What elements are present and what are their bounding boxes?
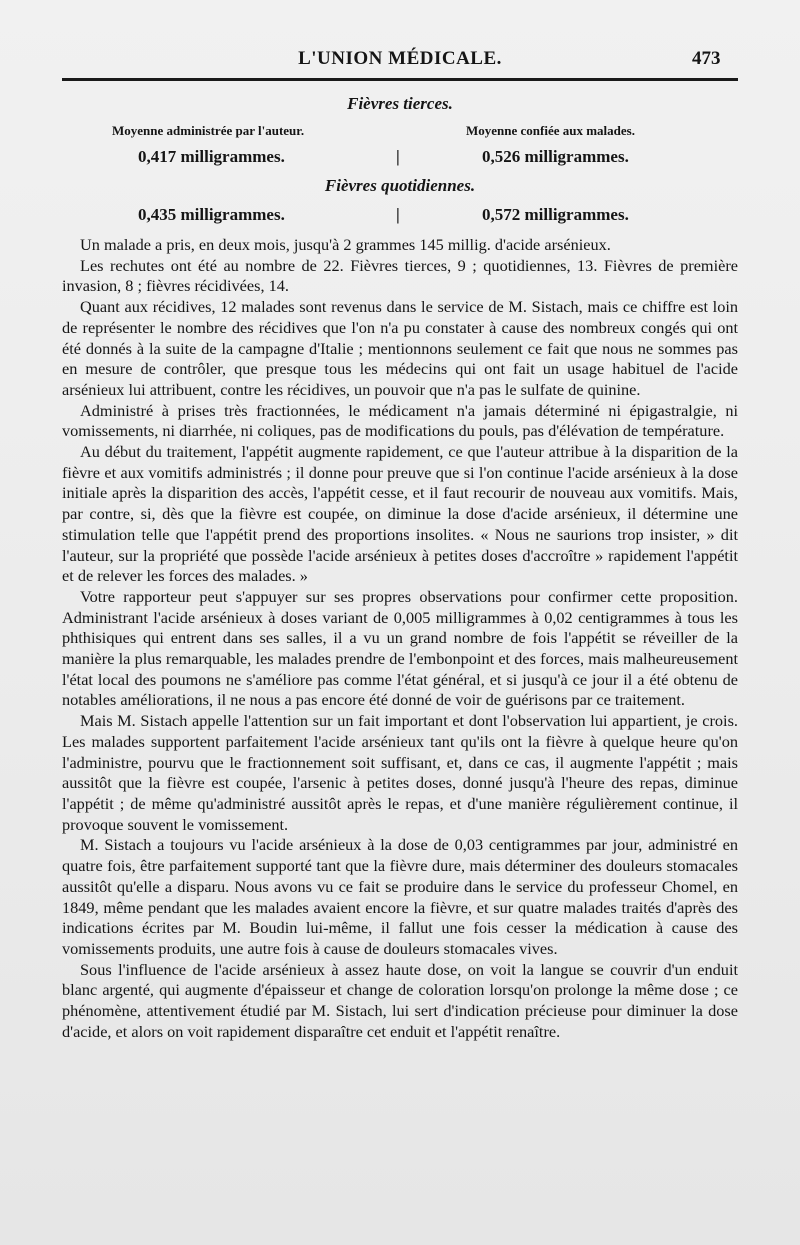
column-separator: | bbox=[396, 147, 400, 166]
dose-tierces-left: 0,417 milligrammes. bbox=[138, 147, 285, 166]
dose-tierces-right: 0,526 milligrammes. bbox=[482, 147, 629, 166]
paragraph: Au début du traitement, l'appétit augmente rapidement, ce que l'auteur attribue à la disparition de la fièvre et aux vomitifs administrés ; il donne pour preuve que si l'on continue l'acide arsénieux à la dose initiale après la disparition des accès, l'appétit cesse, et il faut recourir de nouveau aux vomitifs. Mais, par contre, si, dès que la fièvre est coupée, on diminue la dose d'acide arsénieux, il détermine une stimulation telle que l'appétit prend des proportions insolites. « Nous ne saurions trop insister, » dit l'auteur, sur la propriété que possède l'acide arsénieux à petites doses d'accroître » rapidement l'appétit et de relever les forces des malades. » bbox=[62, 442, 738, 586]
dose-quotidiennes-left: 0,435 milligrammes. bbox=[138, 205, 285, 224]
section-title-quotidiennes: Fièvres quotidiennes. bbox=[324, 176, 476, 195]
column-label-right: Moyenne confiée aux malades. bbox=[466, 123, 635, 138]
paragraph: Sous l'influence de l'acide arsénieux à assez haute dose, on voit la langue se couvrir d'un enduit blanc argenté, qui augmente d'épaisseur et change de coloration lorsqu'on prolonge la même dose ; ce phénomène, attentivement étudié par M. Sistach, lui sert d'indication précieuse pour diminuer la dose d'acide, et alors on voit rapidement disparaître cet enduit et l'appétit renaître. bbox=[62, 959, 738, 1041]
page-header bbox=[0, 44, 800, 74]
page-number: 473 bbox=[692, 48, 721, 69]
column-separator: | bbox=[396, 205, 400, 224]
column-label-left: Moyenne administrée par l'auteur. bbox=[112, 123, 305, 138]
header-rule bbox=[62, 78, 738, 81]
paragraph: Un malade a pris, en deux mois, jusqu'à 2 grammes 145 millig. d'acide arsénieux. bbox=[80, 235, 611, 254]
body-text bbox=[62, 235, 738, 1042]
running-title: L'UNION MÉDICALE. bbox=[298, 48, 502, 69]
section-title-tierces: Fièvres tierces. bbox=[347, 94, 453, 113]
paragraph: Mais M. Sistach appelle l'attention sur un fait important et dont l'observation lui appartient, je crois. Les malades supportent parfaitement l'acide arsénieux tant qu'ils ont la fièvre à quelque heure qu'on l'administre, pourvu que le fractionnement soit suffisant, et, dans ce cas, il augmente l'appétit ; mais aussitôt que la fièvre est coupée, l'arsenic à petites doses, donné jusqu'à l'heure des repas, diminue l'appétit ; de même qu'administré aussitôt après le repas, et d'une manière régulièrement continue, il provoque souvent le vomissement. bbox=[62, 711, 738, 834]
paragraph: Votre rapporteur peut s'appuyer sur ses propres observations pour confirmer cette proposition. Administrant l'acide arsénieux à doses variant de 0,005 milligrammes à 0,02 centigrammes à tous les phthisiques qui entrent dans ses salles, il a vu un grand nombre de fois l'appétit se réveiller de la manière la plus remarquable, les malades prendre de l'embonpoint et des forces, mais malheureusement l'état local des poumons ne s'améliore pas comme l'état général, et si jusqu'à ce jour il a été obtenu de notables améliorations, il ne nous a pas encore été donné de voir de guérisons par ce traitement. bbox=[62, 586, 738, 710]
paragraph: M. Sistach a toujours vu l'acide arsénieux à la dose de 0,03 centigrammes par jour, administré en quatre fois, être parfaitement supporté tant que la fièvre dure, mais déterminer des douleurs stomacales aussitôt qu'elle a disparu. Nous avons vu ce fait se produire dans le service du professeur Chomel, en 1849, même pendant que les malades avaient encore la fièvre, et sur quatre malades traités d'après des indications écrites par M. Boudin lui-même, il fallut une fois cesser la médication à cause des vomissements produits, une autre fois à cause de douleurs stomacales vives. bbox=[62, 835, 738, 958]
paragraph: Administré à prises très fractionnées, le médicament n'a jamais déterminé ni épigastralgie, ni vomissements, ni diarrhée, ni coliques, pas de modifications du pouls, pas d'élévation de température. bbox=[62, 400, 738, 441]
dose-quotidiennes-right: 0,572 milligrammes. bbox=[482, 205, 629, 224]
paragraph: Les rechutes ont été au nombre de 22. Fièvres tierces, 9 ; quotidiennes, 13. Fièvres de première invasion, 8 ; fièvres récidivées, 14. bbox=[62, 255, 738, 296]
paragraph: Quant aux récidives, 12 malades sont revenus dans le service de M. Sistach, mais ce chiffre est loin de représenter le nombre des récidives que l'on n'a pu constater à cause des nombreux congés qui ont été donnés à la suite de la campagne d'Italie ; mentionnons seulement ce fait que nous ne sommes pas en mesure de contrôler, que presque tous les médecins qui ont fait un usage habituel de l'acide arsénieux lui attribuent, contre les récidives, un pouvoir que n'a pas le sulfate de quinine. bbox=[62, 297, 738, 399]
